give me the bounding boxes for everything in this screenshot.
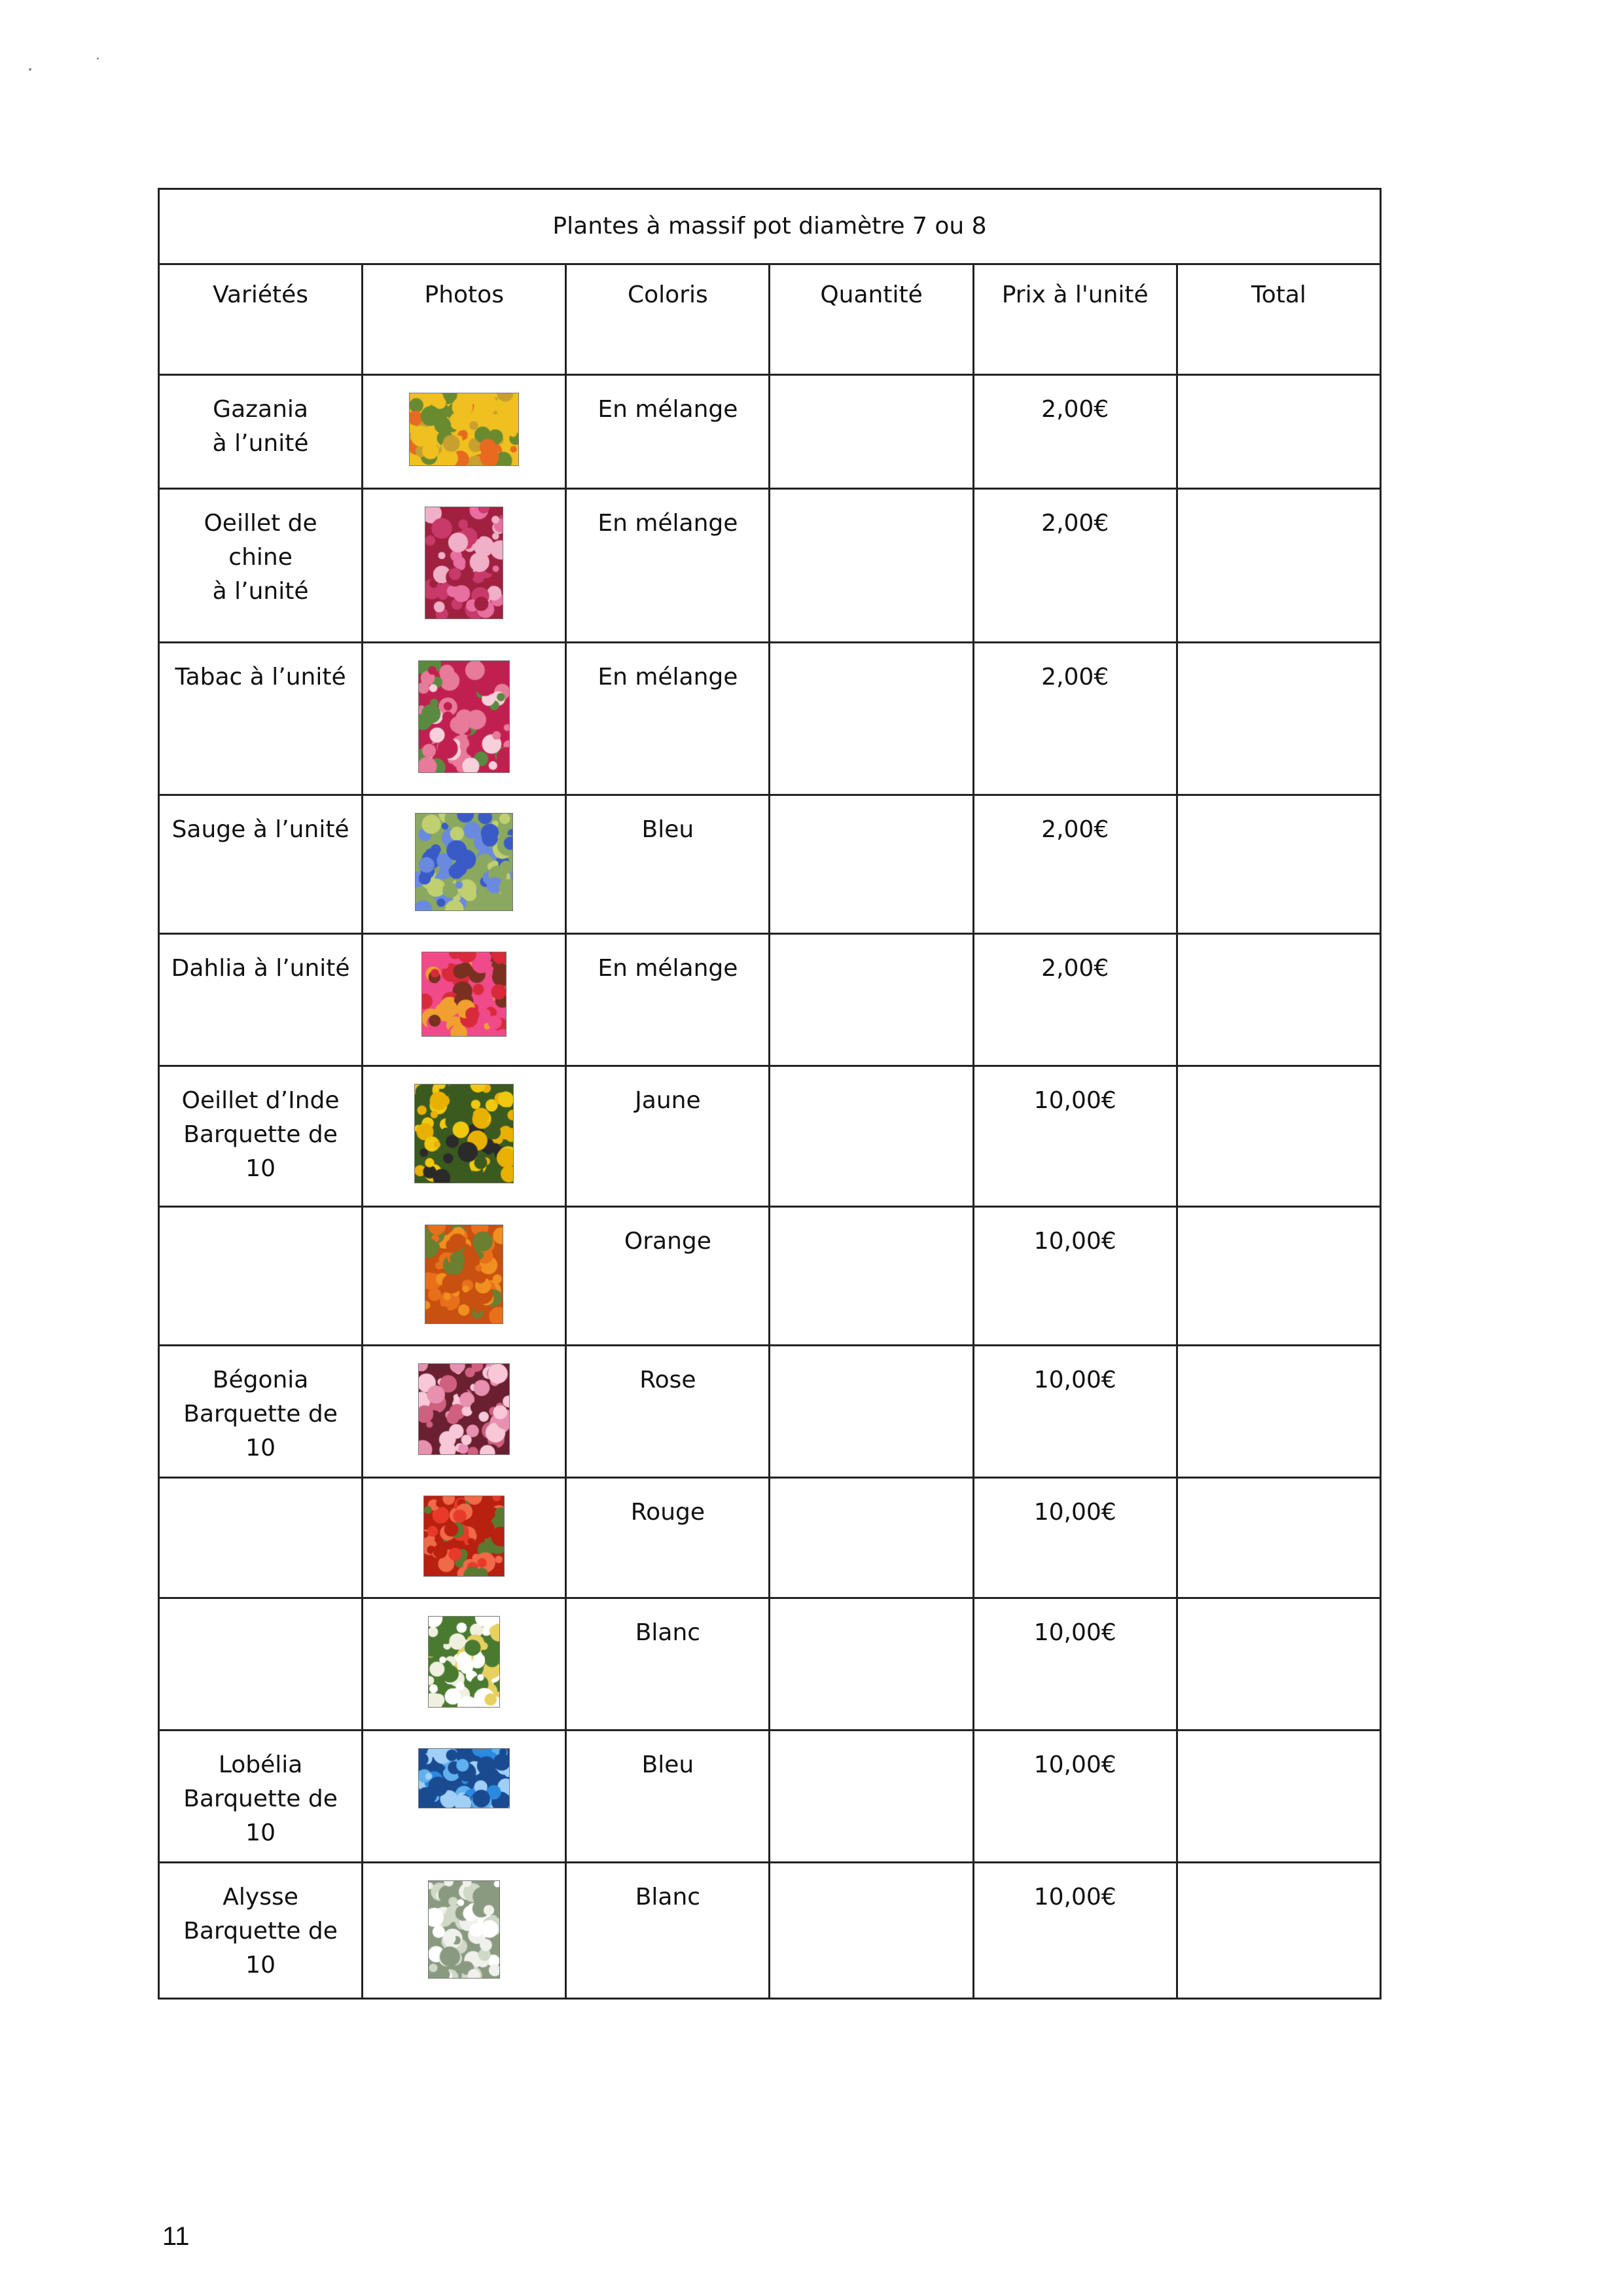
variete-cell-text: Oeillet d’Inde Barquette de 10 (181, 1087, 340, 1182)
coloris-cell-text: Rose (639, 1367, 696, 1393)
prix-cell (973, 934, 1177, 1066)
page-number: 11 (162, 2222, 190, 2251)
table-row (159, 1598, 1381, 1731)
coloris-cell (566, 1731, 770, 1863)
prix-cell-text: 10,00€ (1033, 1619, 1116, 1646)
photo-cell (363, 1066, 566, 1207)
coloris-cell-text: En mélange (597, 664, 738, 691)
total-cell[interactable] (1177, 1066, 1380, 1207)
variete-cell (159, 1478, 363, 1598)
begonia-blanc-photo (428, 1616, 500, 1708)
quantite-cell[interactable] (770, 1066, 973, 1207)
table-row (159, 1478, 1381, 1598)
scan-speck (97, 58, 99, 60)
coloris-cell (566, 489, 770, 643)
variete-cell-text: Sauge à l’unité (171, 816, 349, 843)
coloris-cell (566, 375, 770, 489)
variete-cell-text: Bégonia Barquette de 10 (183, 1367, 338, 1462)
variete-cell (159, 489, 363, 643)
prix-cell-text: 2,00€ (1041, 396, 1109, 423)
variete-cell-text (160, 1599, 361, 1616)
header-prix: Prix à l'unité (973, 264, 1177, 375)
quantite-cell[interactable] (770, 1478, 973, 1598)
coloris-cell (566, 795, 770, 934)
photo-cell (363, 1346, 566, 1478)
sauge-photo (415, 813, 513, 911)
oeillet-de-chine-photo (425, 507, 503, 619)
variete-cell (159, 375, 363, 489)
prix-cell (973, 1598, 1177, 1731)
variete-cell (159, 934, 363, 1066)
coloris-cell-text: Orange (624, 1228, 711, 1255)
variete-cell-text: Oeillet de chine à l’unité (204, 510, 317, 605)
begonia-rouge-photo (423, 1496, 505, 1577)
total-cell[interactable] (1177, 1598, 1380, 1731)
header-quantite: Quantité (770, 264, 973, 375)
coloris-cell (566, 1863, 770, 1999)
table-body (159, 375, 1381, 1999)
variete-cell (159, 1066, 363, 1207)
photo-cell (363, 1863, 566, 1999)
coloris-cell-text: En mélange (597, 955, 738, 982)
photo-cell (363, 934, 566, 1066)
quantite-cell[interactable] (770, 489, 973, 643)
variete-cell-text (160, 1479, 361, 1496)
header-varietes: Variétés (159, 264, 363, 375)
photo-cell (363, 1598, 566, 1731)
tabac-photo (418, 660, 510, 773)
quantite-cell[interactable] (770, 934, 973, 1066)
coloris-cell (566, 1478, 770, 1598)
table-row (159, 1731, 1381, 1863)
variete-cell (159, 643, 363, 795)
header-coloris: Coloris (566, 264, 770, 375)
coloris-cell-text: Jaune (635, 1087, 701, 1114)
table-row (159, 1346, 1381, 1478)
variete-cell (159, 1863, 363, 1999)
coloris-cell-text: Blanc (635, 1619, 701, 1646)
quantite-cell[interactable] (770, 1731, 973, 1863)
prix-cell (973, 1066, 1177, 1207)
coloris-cell-text: En mélange (597, 510, 738, 537)
variete-cell-text: Lobélia Barquette de 10 (183, 1751, 338, 1846)
total-cell[interactable] (1177, 1731, 1380, 1863)
table-row (159, 375, 1381, 489)
coloris-cell (566, 934, 770, 1066)
variete-cell (159, 795, 363, 934)
gazania-photo (409, 393, 519, 466)
variete-cell (159, 1731, 363, 1863)
prix-cell (973, 1478, 1177, 1598)
prix-cell-text: 2,00€ (1041, 816, 1109, 843)
coloris-cell (566, 1346, 770, 1478)
table-row (159, 934, 1381, 1066)
total-cell[interactable] (1177, 1207, 1380, 1346)
variete-cell (159, 1346, 363, 1478)
header-row (159, 264, 1381, 375)
total-cell[interactable] (1177, 375, 1380, 489)
total-cell[interactable] (1177, 1863, 1380, 1999)
coloris-cell (566, 643, 770, 795)
table-row (159, 795, 1381, 934)
prix-cell-text: 10,00€ (1033, 1751, 1116, 1778)
quantite-cell[interactable] (770, 1863, 973, 1999)
table-row (159, 1863, 1381, 1999)
photo-cell (363, 795, 566, 934)
prix-cell-text: 2,00€ (1041, 955, 1109, 982)
quantite-cell[interactable] (770, 795, 973, 934)
prix-cell-text: 10,00€ (1033, 1367, 1116, 1393)
table-row (159, 1066, 1381, 1207)
quantite-cell[interactable] (770, 1346, 973, 1478)
table-row (159, 1207, 1381, 1346)
total-cell[interactable] (1177, 643, 1380, 795)
quantite-cell[interactable] (770, 1207, 973, 1346)
photo-cell (363, 1207, 566, 1346)
photo-cell (363, 643, 566, 795)
prix-cell-text: 10,00€ (1033, 1884, 1116, 1910)
coloris-cell-text: Rouge (630, 1499, 705, 1526)
coloris-cell-text: Bleu (641, 816, 694, 843)
photo-cell (363, 375, 566, 489)
photo-cell (363, 1478, 566, 1598)
lobelia-photo (418, 1748, 510, 1808)
table-title: Plantes à massif pot diamètre 7 ou 8 (159, 189, 1381, 264)
prix-cell (973, 1863, 1177, 1999)
oeillet-inde-orange-photo (425, 1225, 503, 1324)
photo-cell (363, 1731, 566, 1863)
table-row (159, 489, 1381, 643)
variete-cell-text: Dahlia à l’unité (171, 955, 350, 982)
prix-cell-text: 2,00€ (1041, 664, 1109, 691)
prix-cell (973, 375, 1177, 489)
variete-cell (159, 1207, 363, 1346)
prix-cell-text: 10,00€ (1033, 1228, 1116, 1255)
table-row (159, 643, 1381, 795)
coloris-cell (566, 1207, 770, 1346)
photo-cell (363, 489, 566, 643)
prix-cell-text: 2,00€ (1041, 510, 1109, 537)
prix-cell (973, 795, 1177, 934)
header-photos: Photos (363, 264, 566, 375)
prix-cell (973, 1207, 1177, 1346)
coloris-cell-text: Bleu (641, 1751, 694, 1778)
total-cell[interactable] (1177, 934, 1380, 1066)
total-cell[interactable] (1177, 1346, 1380, 1478)
coloris-cell-text: Blanc (635, 1884, 701, 1910)
alysse-photo (428, 1880, 500, 1979)
variete-cell-text: Tabac à l’unité (175, 664, 346, 691)
prix-cell (973, 489, 1177, 643)
oeillet-inde-jaune-photo (414, 1084, 514, 1183)
scan-speck (29, 68, 31, 71)
quantite-cell[interactable] (770, 375, 973, 489)
total-cell[interactable] (1177, 795, 1380, 934)
dahlia-photo (421, 952, 507, 1037)
prix-cell-text: 10,00€ (1033, 1499, 1116, 1526)
begonia-rose-photo (418, 1363, 510, 1455)
prix-cell (973, 1346, 1177, 1478)
total-cell[interactable] (1177, 1478, 1380, 1598)
total-cell[interactable] (1177, 489, 1380, 643)
prix-cell (973, 643, 1177, 795)
variete-cell-text (160, 1208, 361, 1225)
header-total: Total (1177, 264, 1380, 375)
variete-cell-text: Gazania à l’unité (212, 396, 309, 457)
order-table (158, 188, 1382, 2000)
variete-cell (159, 1598, 363, 1731)
prix-cell (973, 1731, 1177, 1863)
coloris-cell-text: En mélange (597, 396, 738, 423)
coloris-cell (566, 1066, 770, 1207)
quantite-cell[interactable] (770, 643, 973, 795)
coloris-cell (566, 1598, 770, 1731)
variete-cell-text: Alysse Barquette de 10 (183, 1884, 338, 1979)
quantite-cell[interactable] (770, 1598, 973, 1731)
prix-cell-text: 10,00€ (1033, 1087, 1116, 1114)
